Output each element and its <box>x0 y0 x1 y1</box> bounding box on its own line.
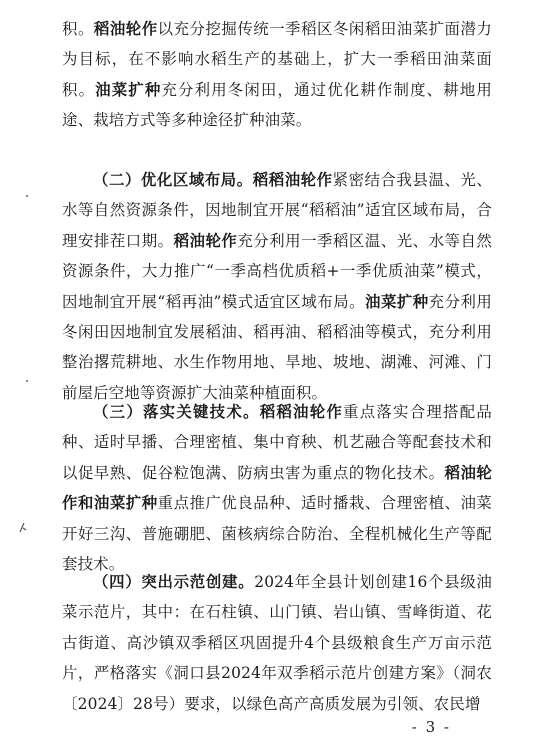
page-number: - 3 - <box>411 718 451 736</box>
text-run: 积。 <box>62 20 94 38</box>
paragraph-continuation <box>62 14 492 136</box>
text-run: 以充分挖掘传统一季稻区冬闲稻田油菜扩面潜力为目标，在不影响水稻生产的基础上，扩大一季稻田油菜面积。 <box>62 20 493 99</box>
bold-run: 油菜扩种 <box>95 80 162 99</box>
bold-run: （三）落实关键技术。 <box>93 403 260 421</box>
text-run: 2024年全县计划创建16个县级油菜示范片，其中：在石柱镇、山门镇、岩山镇、雪峰街道、花古街道、高沙镇双季稻区巩固提升4个县级粮食生产万亩示范片，严格落实《洞口县2024年双季稻示范片创建方案》（洞农〔2024〕28号）要求，以绿色高产高质发展为引领、农民增 <box>62 573 492 713</box>
bold-run: 稻油轮作 <box>173 231 238 250</box>
text-run: 充分利用冬闲田，通过优化耕作制度、耕地用途、栽培方式等多种途径扩种油菜。 <box>62 80 492 130</box>
bold-run: （二）优化区域布局。 <box>93 171 253 189</box>
text-run: 重点推广优良品种、适时播栽、合理密植、油菜开好三沟、普施硼肥、菌核病综合防治、全程机械化生产等配套技术。 <box>62 494 493 574</box>
paragraph-optimize-layout <box>62 165 492 408</box>
bold-run: 稻稻油轮作 <box>259 403 344 421</box>
text-run: 紧密结合我县温、光、水等自然资源条件，因地制宜开展“稻稻油”适宜区域布局，合理安排茬口期。 <box>62 171 492 250</box>
bold-run: 油菜扩种 <box>365 292 429 311</box>
scan-speck <box>26 195 28 197</box>
scan-speck <box>26 380 28 382</box>
paragraph-demonstration <box>62 567 492 719</box>
text-run: 充分利用一季稻区温、光、水等自然资源条件，大力推广“一季高档优质稻+一季优质油菜”模式，因地制宜开展“稻再油”模式适宜区域布局。 <box>62 231 493 311</box>
scan-mark <box>18 520 28 534</box>
bold-run: 稻稻油轮作 <box>252 171 333 189</box>
bold-run: （四）突出示范创建。 <box>93 573 255 591</box>
bold-run: 稻油轮作和油菜扩种 <box>62 463 492 513</box>
bold-run: 稻油轮作 <box>93 20 158 38</box>
text-run: 重点落实合理搭配品种、适时早播、合理密植、集中育秧、机艺融合等配套技术和以促早熟、促谷粒饱满、防病虫害为重点的物化技术。 <box>62 403 492 482</box>
text-run: 充分利用冬闲田因地制宜发展稻油、稻再油、稻稻油等模式，充分利用整治撂荒耕地、水生作物用地、旱地、坡地、湖滩、河滩、门前屋后空地等资源扩大油菜种植面积。 <box>62 292 492 402</box>
paragraph-key-technology <box>62 397 492 579</box>
